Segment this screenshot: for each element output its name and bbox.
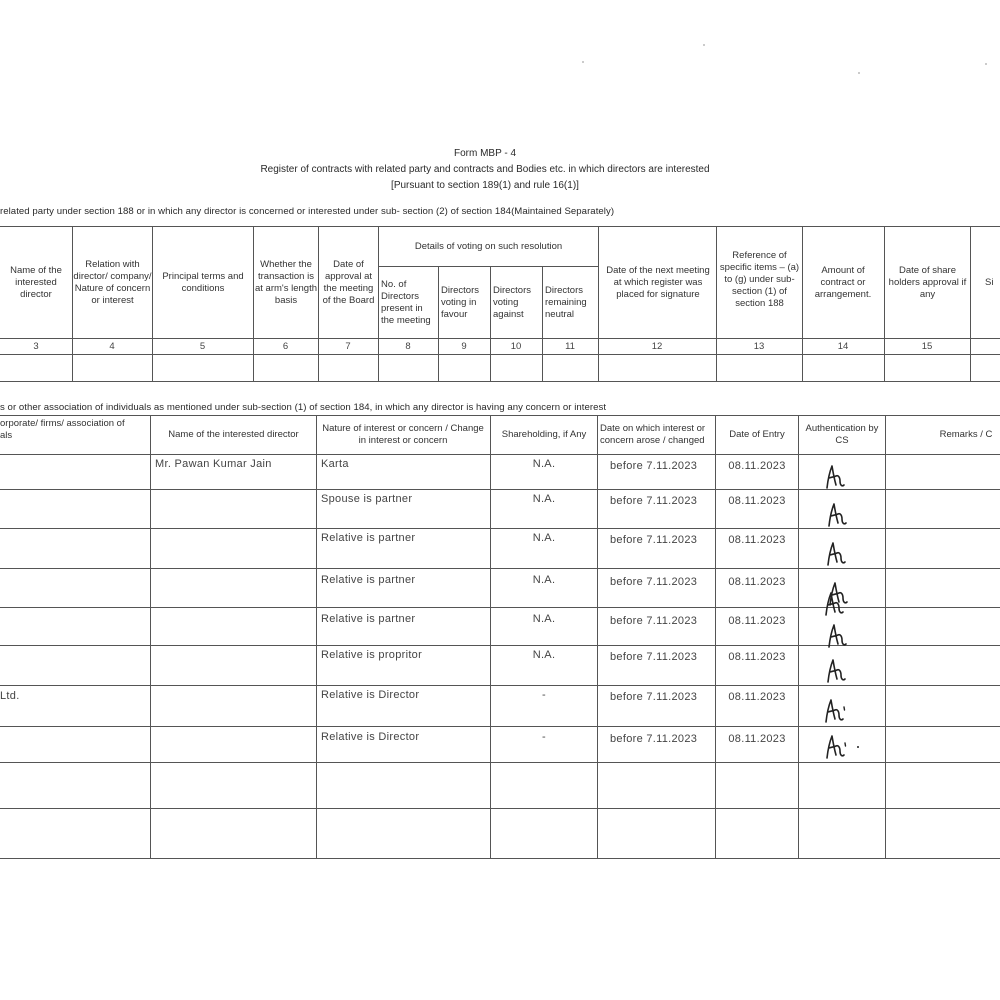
- header-interested-director: Name of the interested director: [168, 429, 299, 440]
- column-number: 12: [651, 341, 663, 352]
- column-number: 14: [837, 341, 849, 352]
- column-number: 15: [921, 341, 933, 352]
- column-number: 13: [753, 341, 765, 352]
- cell-date-arose: before 7.11.2023: [610, 534, 698, 546]
- cs-initials-signature: [821, 463, 851, 491]
- cs-initials-signature: [820, 697, 850, 725]
- section1-caption: related party under section 188 or in which any director is concerned or interested under sub- section (2) of section 184(Maintained Separately): [0, 206, 615, 217]
- form-title: Form MBP - 4: [453, 148, 517, 159]
- header-body-corporate-line1: orporate/ firms/ association of: [0, 418, 125, 429]
- column-number: 9: [461, 341, 467, 352]
- cell-shareholding: N.A.: [532, 532, 556, 544]
- header-relation: Relation with director/ company/ Nature of concern or interest: [73, 258, 152, 306]
- cs-initials-signature: [822, 657, 852, 685]
- cell-date-arose: before 7.11.2023: [610, 495, 698, 507]
- header-approval-date: Date of approval at the meeting of the Board: [322, 258, 375, 306]
- cell-nature-of-interest: Karta: [321, 458, 349, 470]
- column-number: 7: [345, 341, 351, 352]
- cell-date-arose: before 7.11.2023: [610, 576, 698, 588]
- cell-date-entry: 08.11.2023: [728, 460, 786, 472]
- cell-nature-of-interest: Relative is Director: [321, 731, 420, 743]
- header-voting-favour: Directors voting in favour: [441, 284, 480, 320]
- cell-date-arose: before 7.11.2023: [610, 651, 698, 663]
- cell-date-entry: 08.11.2023: [728, 576, 786, 588]
- column-number: 6: [282, 341, 289, 352]
- header-voting-group: Details of voting on such resolution: [414, 240, 563, 252]
- cell-nature-of-interest: Relative is partner: [321, 613, 416, 625]
- header-voting-against: Directors voting against: [493, 284, 532, 320]
- cell-date-arose: before 7.11.2023: [610, 615, 698, 627]
- scan-speck: [582, 61, 584, 63]
- cell-shareholding: N.A.: [532, 458, 556, 470]
- column-number: 5: [199, 341, 206, 352]
- header-date-of-entry: Date of Entry: [729, 429, 785, 440]
- cell-date-entry: 08.11.2023: [728, 534, 786, 546]
- cell-shareholding: N.A.: [532, 613, 556, 625]
- header-shareholder-approval: Date of share holders approval if any: [888, 264, 967, 300]
- column-number: 8: [405, 341, 411, 352]
- cell-date-entry: 08.11.2023: [728, 615, 786, 627]
- header-director-name: Name of the interested director: [10, 264, 62, 300]
- header-body-corporate: [0, 418, 150, 442]
- scan-speck: [858, 72, 860, 74]
- form-title-block: [0, 146, 970, 194]
- header-nature-of-interest: Nature of interest or concern / Change in interest or concern: [322, 423, 484, 446]
- form-subtitle: Register of contracts with related party and contracts and Bodies etc. in which directors are interested: [260, 164, 710, 175]
- cs-initials-signature: [821, 733, 851, 761]
- header-body-corporate-line2: als: [0, 430, 13, 441]
- header-directors-present: No. of Directors present in the meeting: [381, 278, 431, 326]
- cell-date-entry: 08.11.2023: [728, 495, 786, 507]
- cell-date-arose: before 7.11.2023: [610, 733, 698, 745]
- cell-shareholding: N.A.: [532, 493, 556, 505]
- cell-nature-of-interest: Relative is propritor: [321, 649, 423, 661]
- cell-shareholding: N.A.: [532, 649, 556, 661]
- cell-nature-of-interest: Relative is partner: [321, 574, 416, 586]
- cell-date-arose: before 7.11.2023: [610, 460, 698, 472]
- header-reference-items: Reference of specific items – (a) to (g) under sub-section (1) of section 188: [719, 250, 800, 309]
- header-next-meeting: Date of the next meeting at which register was placed for signature: [606, 264, 710, 300]
- cell-date-entry: 08.11.2023: [728, 651, 786, 663]
- scan-speck: [985, 63, 987, 65]
- cs-initials-signature: [822, 540, 852, 568]
- cell-nature-of-interest: Spouse is partner: [321, 493, 413, 505]
- column-number: 4: [109, 341, 115, 352]
- header-amount: Amount of contract or arrangement.: [814, 264, 872, 300]
- cell-shareholding: N.A.: [532, 574, 556, 586]
- column-number: 10: [510, 341, 522, 352]
- header-date-arose: Date on which interest or concern arose / changed: [600, 423, 706, 446]
- column-number: 3: [33, 341, 39, 352]
- header-remaining-neutral: Directors remaining neutral: [545, 284, 587, 320]
- cell-body-corporate: Ltd.: [0, 690, 20, 702]
- cs-initials-signature: [820, 590, 850, 618]
- cell-nature-of-interest: Relative is Director: [321, 689, 420, 701]
- scan-speck: [703, 44, 705, 46]
- cell-date-arose: before 7.11.2023: [610, 691, 698, 703]
- form-pursuant: [Pursuant to section 189(1) and rule 16(1)]: [391, 180, 579, 191]
- cell-date-entry: 08.11.2023: [728, 733, 786, 745]
- cell-interested-director: Mr. Pawan Kumar Jain: [155, 458, 272, 470]
- header-remarks: Remarks / C: [939, 429, 993, 440]
- column-number: 11: [565, 341, 575, 352]
- cell-date-entry: 08.11.2023: [728, 691, 786, 703]
- header-signature-partial: Si: [985, 276, 994, 288]
- cell-shareholding: -: [542, 689, 546, 701]
- cell-shareholding: -: [542, 731, 546, 743]
- cell-nature-of-interest: Relative is partner: [321, 532, 416, 544]
- cs-initials-signature: [823, 501, 853, 529]
- header-authentication: Authentication by CS: [805, 423, 879, 446]
- cs-initials-signature: [823, 622, 853, 650]
- header-principal-terms: Principal terms and conditions: [162, 270, 244, 294]
- header-arms-length: Whether the transaction is at arm's length basis: [254, 258, 317, 306]
- header-shareholding: Shareholding, if Any: [501, 429, 587, 440]
- section2-caption: s or other association of individuals as mentioned under sub-section (1) of section 184, in which any director is having any concern or interest: [0, 402, 607, 413]
